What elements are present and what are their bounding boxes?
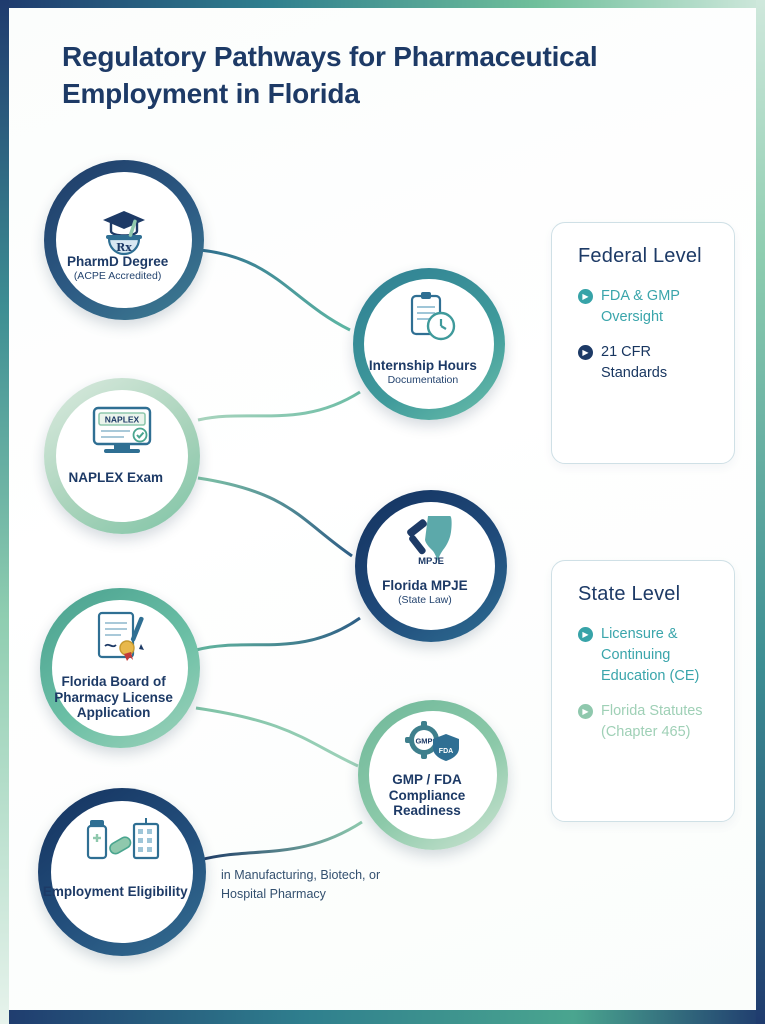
node-label: Florida Board of Pharmacy License Application xyxy=(54,674,173,721)
naplex-screen-badge: NAPLEX xyxy=(104,414,140,425)
node-pharmd-degree[interactable] xyxy=(44,160,204,320)
panel-item-label: 21 CFR Standards xyxy=(601,344,668,382)
panel-heading: Federal Level xyxy=(578,245,702,267)
panel-federal-level xyxy=(551,222,735,464)
node-label: PharmD Degree xyxy=(66,254,169,269)
gear-shield-icon xyxy=(400,720,466,773)
node-label: Florida MPJE xyxy=(382,578,468,593)
panel-item-label: Licensure & Continuing Education (CE) xyxy=(601,626,700,685)
panel-item-label: Florida Statutes (Chapter 465) xyxy=(601,703,703,741)
employment-caption: in Manufacturing, Biotech, or Hospital Pharmacy xyxy=(221,868,381,901)
node-sublabel: Documentation xyxy=(387,373,459,386)
panel-item-label: FDA & GMP Oversight xyxy=(601,288,680,326)
node-gmp-fda-compliance[interactable] xyxy=(358,700,508,850)
gmp-badge: GMP xyxy=(415,736,433,746)
certificate-pen-icon xyxy=(87,610,153,671)
node-label: GMP / FDA Compliance Readiness xyxy=(388,772,466,819)
node-employment-eligibility[interactable] xyxy=(38,788,206,956)
panel-heading: State Level xyxy=(578,583,681,605)
chevron-right-icon: ▶ xyxy=(578,345,593,360)
node-naplex-exam[interactable] xyxy=(44,378,200,534)
mpje-badge: MPJE xyxy=(418,556,444,567)
chevron-right-icon: ▶ xyxy=(578,627,593,642)
panel-state-level xyxy=(551,560,735,822)
fda-badge: FDA xyxy=(438,748,454,755)
node-label: Internship Hours xyxy=(368,358,477,373)
node-label: Employment Eligibility xyxy=(42,884,188,899)
node-license-application[interactable] xyxy=(40,588,200,748)
node-sublabel: (State Law) xyxy=(398,593,452,606)
chevron-right-icon: ▶ xyxy=(578,704,593,719)
node-label: NAPLEX Exam xyxy=(68,470,164,485)
panel-item[interactable] xyxy=(578,701,712,743)
chevron-right-icon: ▶ xyxy=(578,289,593,304)
svg-text:Rx: Rx xyxy=(116,240,132,254)
node-florida-mpje[interactable] xyxy=(355,490,507,642)
node-internship-hours[interactable] xyxy=(353,268,505,420)
page-title: Regulatory Pathways for Pharmaceutical Employment in Florida xyxy=(62,41,598,110)
node-inner-circle xyxy=(56,172,192,308)
panel-item[interactable] xyxy=(578,342,712,384)
panel-item[interactable] xyxy=(578,286,712,328)
panel-item[interactable] xyxy=(578,624,712,687)
node-sublabel: (ACPE Accredited) xyxy=(73,269,162,282)
pill-bottle-building-icon xyxy=(80,816,164,875)
clipboard-clock-icon xyxy=(400,290,458,353)
computer-exam-icon xyxy=(86,404,158,467)
gavel-florida-map-icon xyxy=(398,510,464,573)
